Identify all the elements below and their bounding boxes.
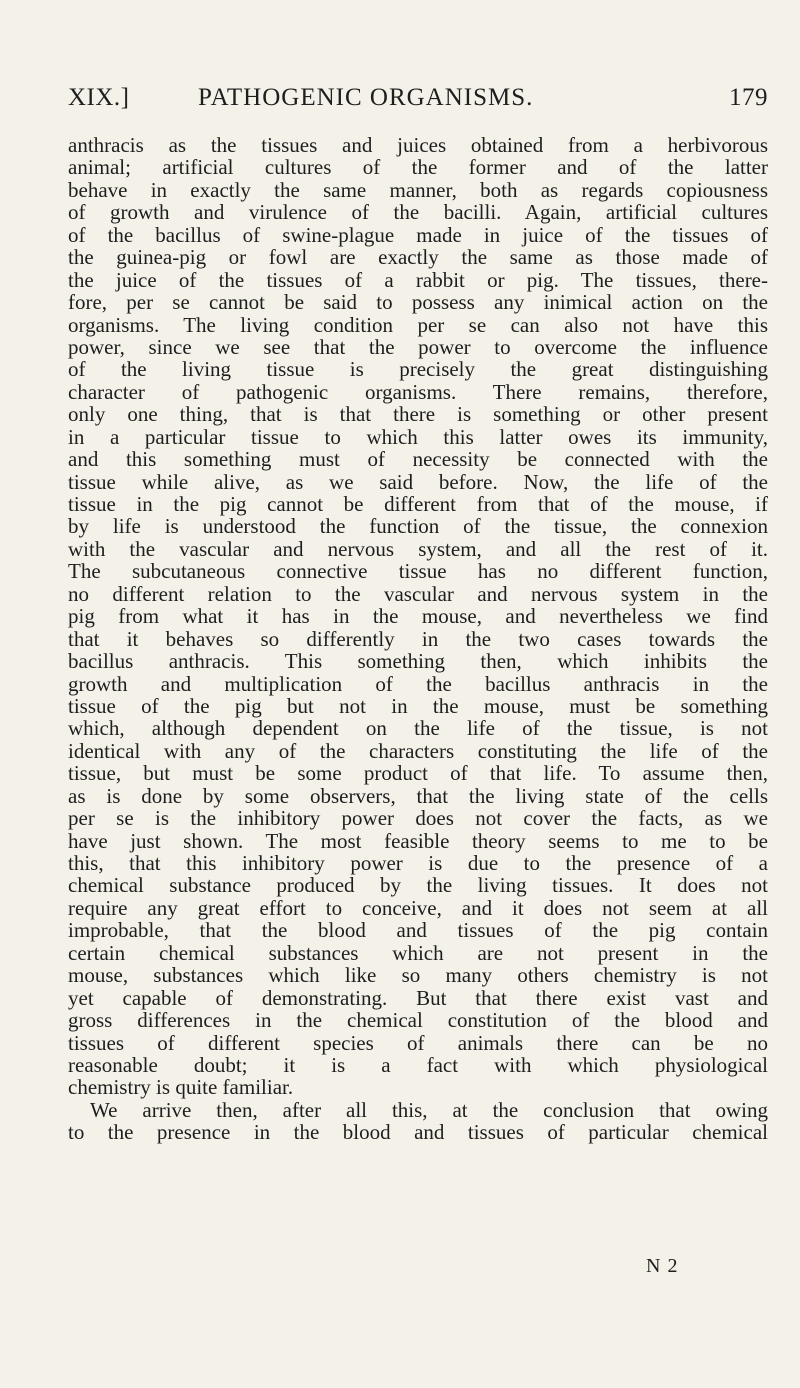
running-head (68, 84, 768, 114)
text-line: tissues of different species of animals there can be no (68, 1030, 768, 1055)
text-line: The subcutaneous connective tissue has no different function, (68, 559, 768, 584)
text-line: organisms. The living condition per se can also not have this (68, 312, 768, 337)
text-line: tissue in the pig cannot be different from that of the mouse, if (68, 492, 768, 516)
text-line: mouse, substances which like so many others chemistry is not (68, 963, 768, 988)
text-line: which, although dependent on the life of the tissue, is not (68, 716, 768, 741)
paragraph-end-line: chemistry is quite familiar. (68, 1075, 294, 1100)
paragraph-start-line: We arrive then, after all this, at the conclusion that owing (90, 1097, 768, 1122)
text-line: animal; artificial cultures of the former and of the latter (68, 155, 768, 180)
text-line: have just shown. The most feasible theory seems to me to be (68, 828, 768, 853)
text-line: the guinea-pig or fowl are exactly the same as those made of (68, 245, 768, 270)
signature-mark: N 2 (646, 1255, 679, 1277)
text-line: bacillus anthracis. This something then, which inhibits the (68, 649, 768, 674)
text-line: require any great effort to conceive, and it does not seem at all (68, 895, 768, 920)
body-text (68, 134, 768, 1144)
text-line: that it behaves so differently in the two cases towards the (68, 626, 768, 651)
page-number: 179 (729, 84, 768, 111)
running-title: PATHOGENIC ORGANISMS. (198, 84, 534, 111)
text-line: the juice of the tissues of a rabbit or pig. The tissues, there- (68, 267, 768, 292)
text-line: power, since we see that the power to overcome the influence (68, 334, 768, 359)
text-line: character of pathogenic organisms. There remains, therefore, (68, 379, 768, 404)
text-line: tissue of the pig but not in the mouse, must be something (68, 693, 768, 718)
text-line: this, that this inhibitory power is due to the presence of a (68, 851, 768, 875)
text-line: tissue while alive, as we said before. Now, the life of the (68, 469, 768, 494)
text-line: by life is understood the function of the tissue, the connexion (68, 514, 768, 539)
text-line: in a particular tissue to which this latter owes its immunity, (68, 424, 768, 449)
text-line: of the living tissue is precisely the great distinguishing (68, 357, 768, 382)
text-line: tissue, but must be some product of that life. To assume then, (68, 761, 768, 786)
text-line: growth and multiplication of the bacillus anthracis in the (68, 671, 768, 696)
text-line: as is done by some observers, that the living state of the cells (68, 783, 768, 808)
text-line: yet capable of demonstrating. But that there exist vast and (68, 985, 768, 1010)
chapter-number: XIX.] (68, 84, 130, 111)
text-line: per se is the inhibitory power does not cover the facts, as we (68, 806, 768, 831)
text-line: behave in exactly the same manner, both as regards copiousness (68, 177, 768, 202)
text-line: fore, per se cannot be said to possess any inimical action on the (68, 290, 768, 315)
text-line: reasonable doubt; it is a fact with which physiological (68, 1052, 768, 1077)
text-line: certain chemical substances which are not present in the (68, 940, 768, 965)
text-line: improbable, that the blood and tissues of the pig contain (68, 918, 768, 943)
text-line: anthracis as the tissues and juices obtained from a herbivorous (68, 133, 768, 157)
text-line: only one thing, that is that there is something or other present (68, 402, 768, 427)
text-line: chemical substance produced by the living tissues. It does not (68, 873, 768, 898)
text-line: with the vascular and nervous system, and all the rest of it. (68, 536, 768, 561)
text-line: to the presence in the blood and tissues of particular chemical (68, 1120, 768, 1145)
text-line: pig from what it has in the mouse, and nevertheless we find (68, 604, 768, 629)
text-line: gross differences in the chemical constitution of the blood and (68, 1008, 768, 1033)
text-line: no different relation to the vascular and nervous system in the (68, 581, 768, 606)
text-line: and this something must of necessity be connected with the (68, 447, 768, 472)
text-line: identical with any of the characters constituting the life of the (68, 738, 768, 763)
text-line: of growth and virulence of the bacilli. Again, artificial cultures (68, 200, 768, 225)
text-line: of the bacillus of swine-plague made in juice of the tissues of (68, 222, 768, 247)
